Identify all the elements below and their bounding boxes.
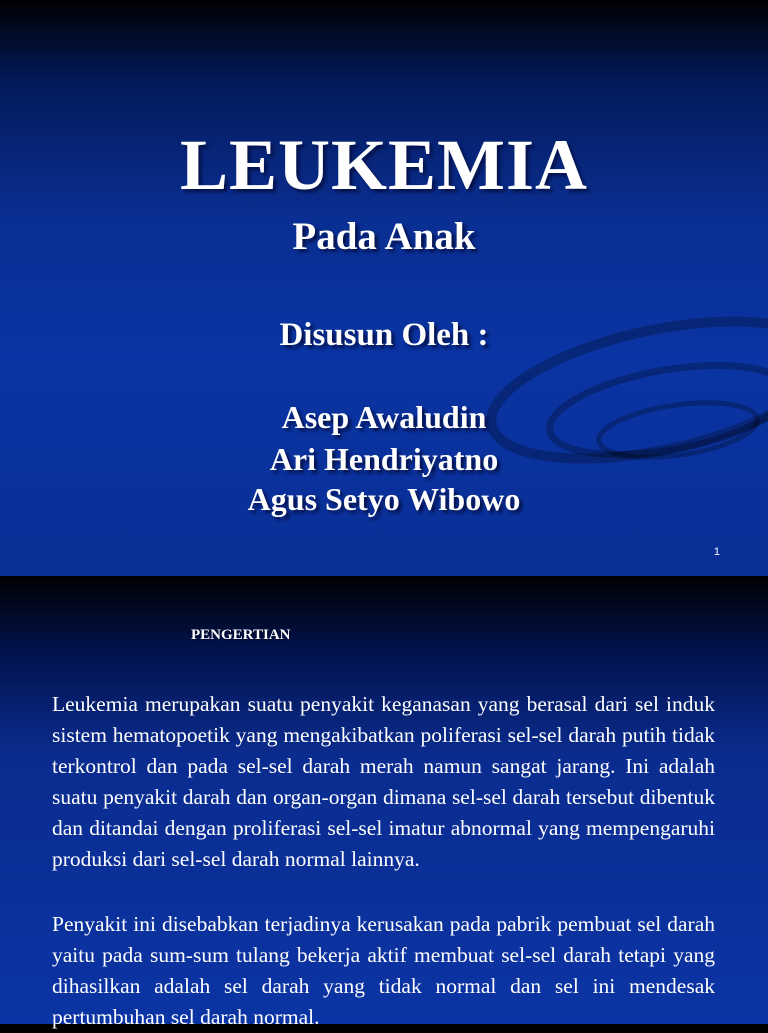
paragraph: Penyakit ini disebabkan terjadinya kerusakan pada pabrik pembuat sel darah yaitu pada sum-sum tulang bekerja aktif membuat sel-sel darah tetapi yang dihasilkan adalah sel darah yang tidak normal dan sel ini mendesak pertumbuhan sel darah normal. xyxy=(52,912,715,1029)
slide-subtitle: Pada Anak xyxy=(292,215,476,258)
byline-label: Disusun Oleh : xyxy=(279,317,489,353)
author-name: Agus Setyo Wibowo xyxy=(247,481,521,517)
slide-title: LEUKEMIA xyxy=(179,125,589,205)
paragraph: Leukemia merupakan suatu penyakit keganasan yang berasal dari sel induk sistem hematopoetik yang mengakibatkan poliferasi sel-sel darah putih tidak terkontrol dan pada sel-sel darah merah namun sangat jarang. Ini adalah suatu penyakit darah dan organ-organ dimana sel-sel darah tersebut dibentuk dan ditandai dengan proliferasi sel-sel imatur abnormal yang mempengaruhi produksi dari sel-sel darah normal lainnya. xyxy=(52,692,715,871)
author-name: Ari Hendriyatno xyxy=(269,441,499,477)
section-heading: PENGERTIAN xyxy=(191,627,291,643)
page-number: 1 xyxy=(713,546,720,558)
author-name: Asep Awaludin xyxy=(281,399,487,435)
